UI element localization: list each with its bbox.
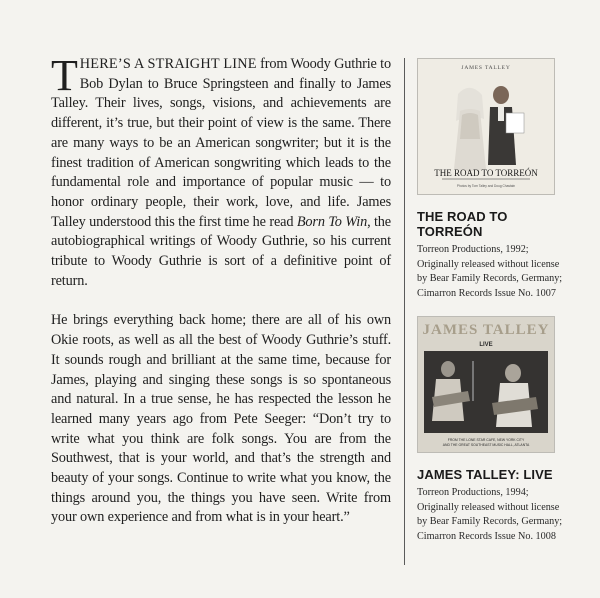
cover1-artist: JAMES TALLEY xyxy=(461,65,511,71)
album-info-line: Originally released without license xyxy=(417,258,560,270)
album-info-line: Originally released without license xyxy=(417,501,560,513)
book-title: Born To Win xyxy=(296,213,368,230)
album-entry-2 xyxy=(417,316,564,545)
album-info-line: Torreon Productions, 1992; xyxy=(417,244,529,255)
vertical-divider xyxy=(404,58,405,565)
paragraph-1-text: from Woody Guthrie to Bob Dylan to Bruce Springsteen and finally to James Talley. Their lives, songs, visions, and achievements are different, it’s true, but their point of view is the same. There are many ways to be an American songwriter; but it is the finest tradition of American songwriting which leads to the fundamental role and importance of popular music — to honor ordinary people, their work, love, and life. James Talley understood this the first time he read xyxy=(51,56,391,230)
lead-in: HERE’S A STRAIGHT LINE xyxy=(79,56,257,72)
album-title: JAMES TALLEY: LIVE xyxy=(417,467,553,482)
album-cover-james-talley-live xyxy=(417,316,555,453)
cover1-title: THE ROAD TO TORREÓN xyxy=(434,168,538,178)
cover2-artist: JAMES TALLEY xyxy=(422,322,550,338)
drop-cap: T xyxy=(51,51,78,100)
cover2-live: LIVE xyxy=(479,342,493,348)
album-info-line: Cimarron Records Issue No. 1008 xyxy=(417,531,556,543)
album-cover-road-to-torreon xyxy=(417,58,555,195)
album-info xyxy=(417,486,564,545)
album-info-line: Torreon Productions, 1994; xyxy=(417,487,529,498)
cover-art-2 xyxy=(418,317,554,452)
article-paragraph-2: He brings everything back home; there are all of his own Okie roots, as well as all the best of Woody Guthrie’s stuff. It sounds rough and brilliant at the same time, because for James, playing and singing these songs is so spontaneous and natural. In a true sense, he has respected the lesson he learned many years ago from Pete Seeger: “Don’t try to write what you think are folk songs. You are from the Southwest, that is your world, and that’s the strength and beauty of your songs. Continue to write what you know, the things around you, the things you have seen. Write from your own experience and from what is in your heart.” xyxy=(51,312,391,526)
album-info-line: by Bear Family Records, Germany; xyxy=(417,273,563,285)
album-info xyxy=(417,243,564,302)
article-paragraph-1 xyxy=(51,51,391,291)
album-info-line: Cimarron Records Issue No. 1007 xyxy=(417,288,556,300)
cover-art-1 xyxy=(418,59,554,194)
album-info-line: by Bear Family Records, Germany; xyxy=(417,516,563,528)
cover2-caption-2: AND THE GREAT SOUTHEAST MUSIC HALL, ATLANTA xyxy=(442,443,530,447)
cover1-caption: Photos by Tom Talley and Doug Chastain xyxy=(456,184,516,188)
album-title: THE ROAD TO TORREÓN xyxy=(417,209,508,239)
article-body xyxy=(51,51,391,528)
paragraph-1-end: , the autobiographical writings of Woody Guthrie, so his current tribute to Woody Guthrie is sort of a definitive point of return. xyxy=(51,213,391,289)
album-entry-1 xyxy=(417,58,564,302)
cover2-caption-1: FROM THE LONE STAR CAFE, NEW YORK CITY xyxy=(447,438,525,442)
